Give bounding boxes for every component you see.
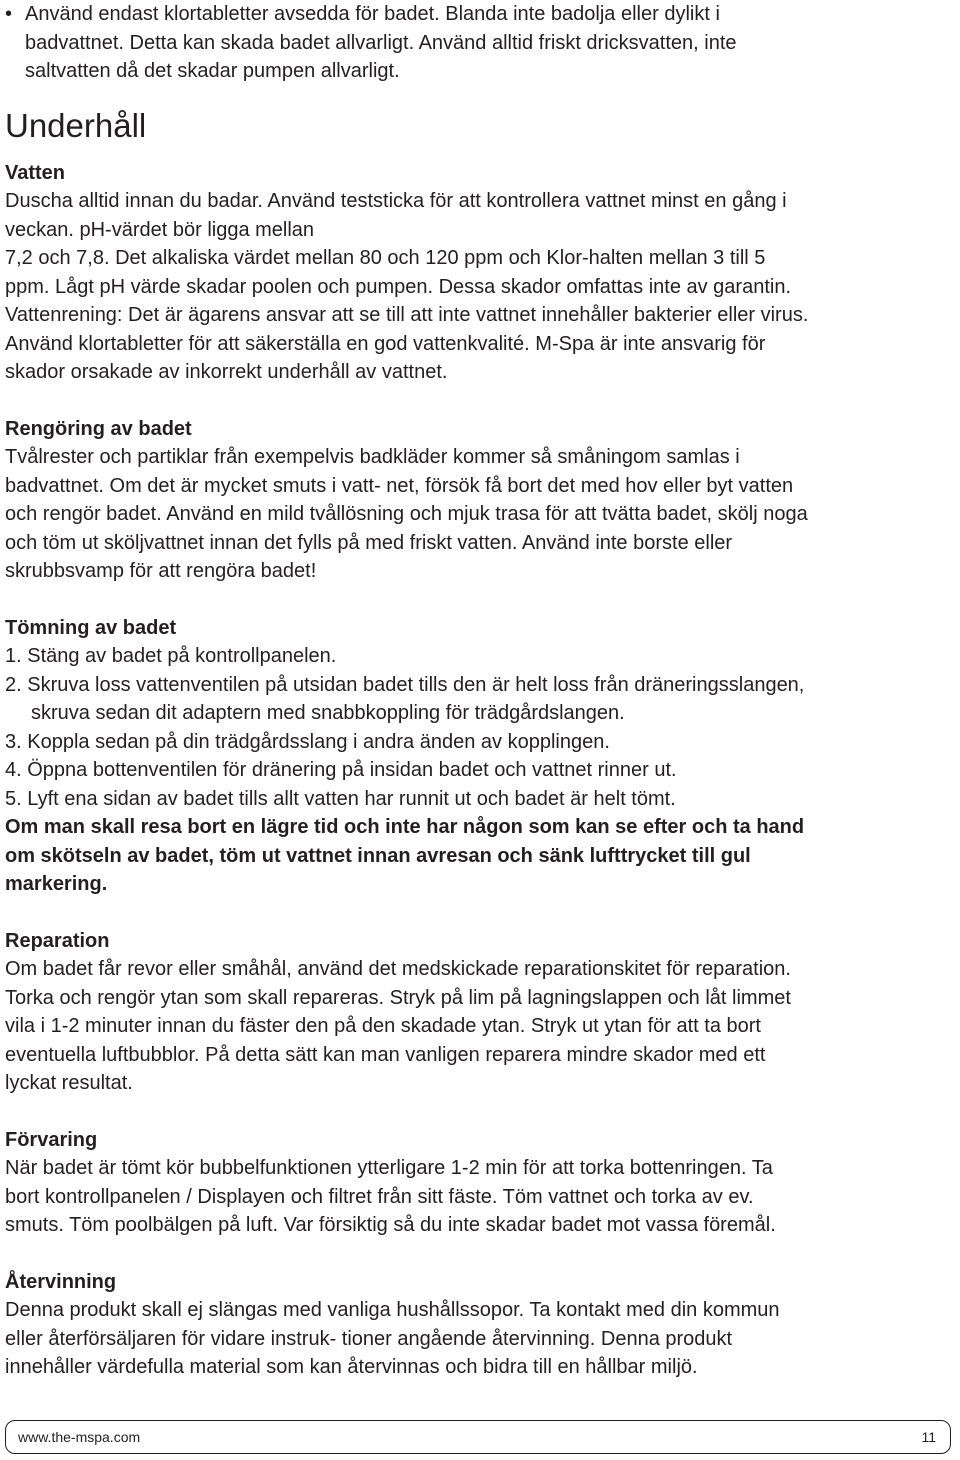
paragraph-line: bort kontrollpanelen / Displayen och filtret från sitt fäste. Töm vattnet och torka av ev. — [5, 1185, 754, 1208]
section-heading: Reparation — [5, 929, 110, 952]
section-heading: Tömning av badet — [5, 616, 177, 639]
section-spacer — [5, 387, 953, 415]
paragraph-line: Om badet får revor eller småhål, använd det medskickade reparationskitet för reparation. — [5, 958, 791, 980]
step-item: 4. Öppna bottenventilen för dränering på insidan badet och vattnet rinner ut. — [5, 759, 677, 781]
paragraph-line: ppm. Lågt pH värde skadar poolen och pumpen. Dessa skador omfattas inte av garantin. — [5, 275, 792, 298]
paragraph-line: Vattenrening: Det är ägarens ansvar att se till att inte vattnet innehåller bakterier eller virus. — [5, 304, 809, 326]
page-title: Underhåll — [5, 106, 147, 144]
section-heading: Vatten — [5, 161, 66, 184]
paragraph-line: Tvålrester och partiklar från exempelvis badkläder kommer så småningom samlas i — [5, 446, 740, 468]
paragraph-line: eller återförsäljaren för vidare instruk- tioner angående återvinning. Denna produkt — [5, 1327, 733, 1350]
step-item: 5. Lyft ena sidan av badet tills allt vatten har runnit ut och badet är helt tömt. — [5, 787, 676, 810]
section-forvaring — [5, 1126, 953, 1240]
intro-line: saltvatten då det skadar pumpen allvarligt. — [25, 60, 400, 82]
paragraph-line: vila i 1-2 minuter innan du fäster den på den skadade ytan. Stryk ut ytan för att ta bort — [5, 1015, 761, 1037]
intro-line: badvattnet. Detta kan skada badet allvarligt. Använd alltid friskt dricksvatten, inte — [25, 31, 737, 54]
section-heading: Förvaring — [5, 1128, 98, 1151]
section-atervinning — [5, 1268, 953, 1382]
paragraph-line: och rengör badet. Använd en mild tvållösning och mjuk trasa för att tvätta badet, skölj noga — [5, 503, 808, 525]
paragraph-line: Denna produkt skall ej slängas med vanliga hushållssopor. Ta kontakt med din kommun — [5, 1299, 780, 1321]
paragraph-line: innehåller värdefulla material som kan återvinnas och bidra till en hållbar miljö. — [5, 1356, 698, 1378]
paragraph-line: smuts. Töm poolbälgen på luft. Var försiktig så du inte skadar badet mot vassa föremål. — [5, 1214, 776, 1236]
page-footer — [5, 1420, 951, 1454]
paragraph-line: Duscha alltid innan du badar. Använd teststicka för att kontrollera vattnet minst en gång i — [5, 190, 787, 212]
paragraph-line: skador orsakade av inkorrekt underhåll av vattnet. — [5, 361, 448, 383]
paragraph-line: veckan. pH-värdet bör ligga mellan — [5, 218, 315, 241]
paragraph-line: lyckat resultat. — [5, 1072, 133, 1094]
section-heading: Rengöring av badet — [5, 417, 192, 440]
intro-bullet-item — [5, 0, 953, 86]
section-vatten — [5, 159, 953, 387]
section-heading: Återvinning — [5, 1270, 117, 1293]
section-tomning — [5, 614, 953, 899]
page-number: 11 — [921, 1429, 936, 1445]
section-rengoring — [5, 415, 953, 586]
warning-line: om skötseln av badet, töm ut vattnet innan avresan och sänk lufttrycket till gul — [5, 844, 751, 867]
footer-website-link[interactable]: www.the-mspa.com — [18, 1429, 141, 1445]
step-item-continuation: skruva sedan dit adaptern med snabbkoppling för trädgårdslangen. — [31, 702, 625, 724]
section-reparation — [5, 927, 953, 1098]
paragraph-line: 7,2 och 7,8. Det alkaliska värdet mellan 80 och 120 ppm och Klor-halten mellan 3 till 5 — [5, 247, 766, 269]
paragraph-line: eventuella luftbubblor. På detta sätt kan man vanligen reparera mindre skador med ett — [5, 1043, 766, 1066]
intro-line — [5, 0, 953, 29]
step-item: 2. Skruva loss vattenventilen på utsidan badet tills den är helt loss från dräneringsslangen, — [5, 673, 805, 696]
manual-page — [5, 0, 953, 1382]
section-spacer — [5, 1098, 953, 1126]
section-spacer — [5, 1240, 953, 1268]
paragraph-line: När badet är tömt kör bubbelfunktionen ytterligare 1-2 min för att torka bottenringen. Ta — [5, 1157, 773, 1179]
step-item: 3. Koppla sedan på din trädgårdsslang i andra änden av kopplingen. — [5, 730, 610, 753]
warning-line: markering. — [5, 873, 108, 895]
section-spacer — [5, 899, 953, 927]
section-spacer — [5, 586, 953, 614]
bullet-glyph: • — [5, 3, 13, 25]
paragraph-line: och töm ut sköljvattnet innan det fylls på med friskt vatten. Använd inte borste eller — [5, 531, 733, 554]
intro-line-text: Använd endast klortabletter avsedda för badet. Blanda inte badolja eller dylikt i — [25, 3, 720, 25]
paragraph-line: skrubbsvamp för att rengöra badet! — [5, 560, 317, 582]
paragraph-line: Använd klortabletter för att säkerställa en god vattenkvalité. M-Spa är inte ansvarig för — [5, 332, 766, 355]
paragraph-line: Torka och rengör ytan som skall repareras. Stryk på lim på lagningslappen och låt limmet — [5, 986, 791, 1009]
paragraph-line: badvattnet. Om det är mycket smuts i vatt- net, försök få bort det med hov eller byt vatten — [5, 474, 794, 497]
warning-line: Om man skall resa bort en lägre tid och inte har någon som kan se efter och ta hand — [5, 816, 805, 838]
step-item: 1. Stäng av badet på kontrollpanelen. — [5, 645, 337, 667]
